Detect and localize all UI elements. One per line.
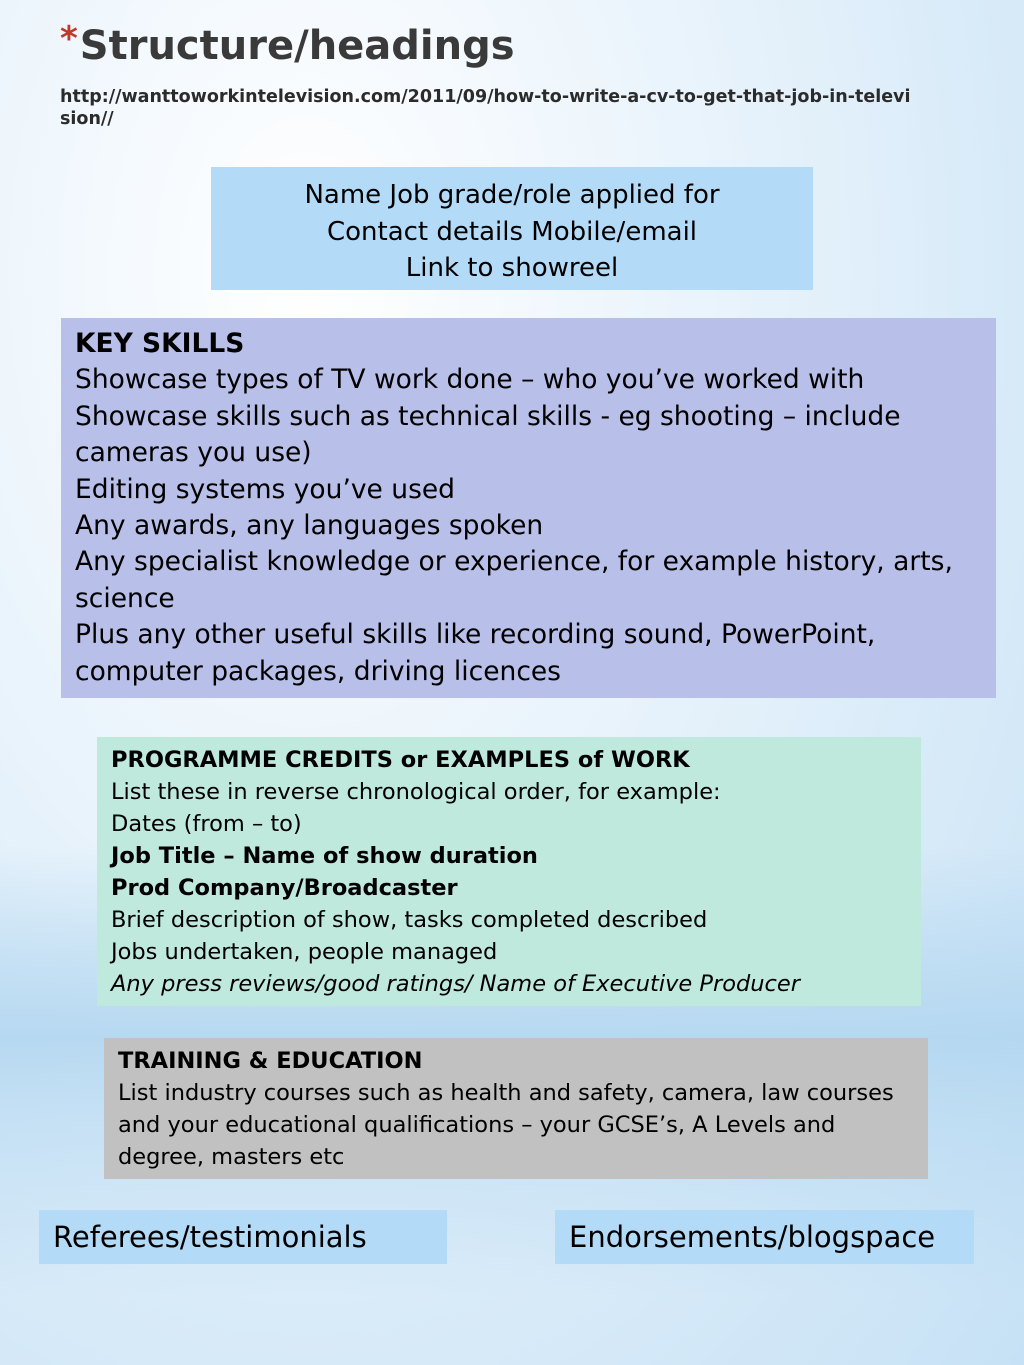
key-skills-item: Editing systems you’ve used: [75, 473, 456, 505]
credits-dates: Dates (from – to): [111, 811, 302, 837]
programme-credits-box: [97, 737, 921, 1006]
contact-line-name: Name Job grade/role applied for: [304, 180, 720, 210]
credits-description: Brief description of show, tasks completed described: [111, 907, 708, 933]
credits-heading: PROGRAMME CREDITS or EXAMPLES of WORK: [111, 747, 690, 773]
key-skills-item: Showcase skills such as technical skills - eg shooting – include cameras you use): [75, 400, 901, 469]
credits-jobs: Jobs undertaken, people managed: [111, 939, 498, 965]
credits-company: Prod Company/Broadcaster: [111, 875, 458, 901]
key-skills-item: Showcase types of TV work done – who you’ve worked with: [75, 364, 865, 396]
credits-job-title: Job Title – Name of show duration: [111, 843, 538, 869]
slide-title-group: [60, 19, 515, 74]
training-text: List industry courses such as health and safety, camera, law courses and your educational qualifications – your GCSE’s, A Levels and degree, masters etc: [118, 1080, 894, 1170]
key-skills-item: Plus any other useful skills like recording sound, PowerPoint, computer packages, driving licences: [75, 619, 876, 687]
training-heading: TRAINING & EDUCATION: [118, 1048, 423, 1074]
referees-box: Referees/testimonials: [39, 1210, 447, 1264]
key-skills-heading: KEY SKILLS: [75, 328, 245, 359]
key-skills-item: Any specialist knowledge or experience, for example history, arts, science: [75, 546, 953, 614]
key-skills-item: Any awards, any languages spoken: [75, 510, 544, 542]
slide-title: Structure/headings: [79, 23, 515, 69]
contact-details-box: [211, 167, 813, 290]
key-skills-box: [61, 318, 996, 698]
contact-line-showreel: Link to showreel: [405, 253, 619, 283]
contact-line-details: Contact details Mobile/email: [326, 216, 698, 247]
training-education-box: [104, 1038, 928, 1179]
credits-intro: List these in reverse chronological order, for example:: [111, 779, 721, 805]
endorsements-box: Endorsements/blogspace: [555, 1210, 974, 1264]
credits-press: Any press reviews/good ratings/ Name of Executive Producer: [111, 971, 801, 997]
asterisk-bullet: *: [60, 19, 78, 59]
source-url-link[interactable]: http://wanttoworkintelevision.com/2011/09/how-to-write-a-cv-to-get-that-job-in-television//: [60, 87, 911, 129]
